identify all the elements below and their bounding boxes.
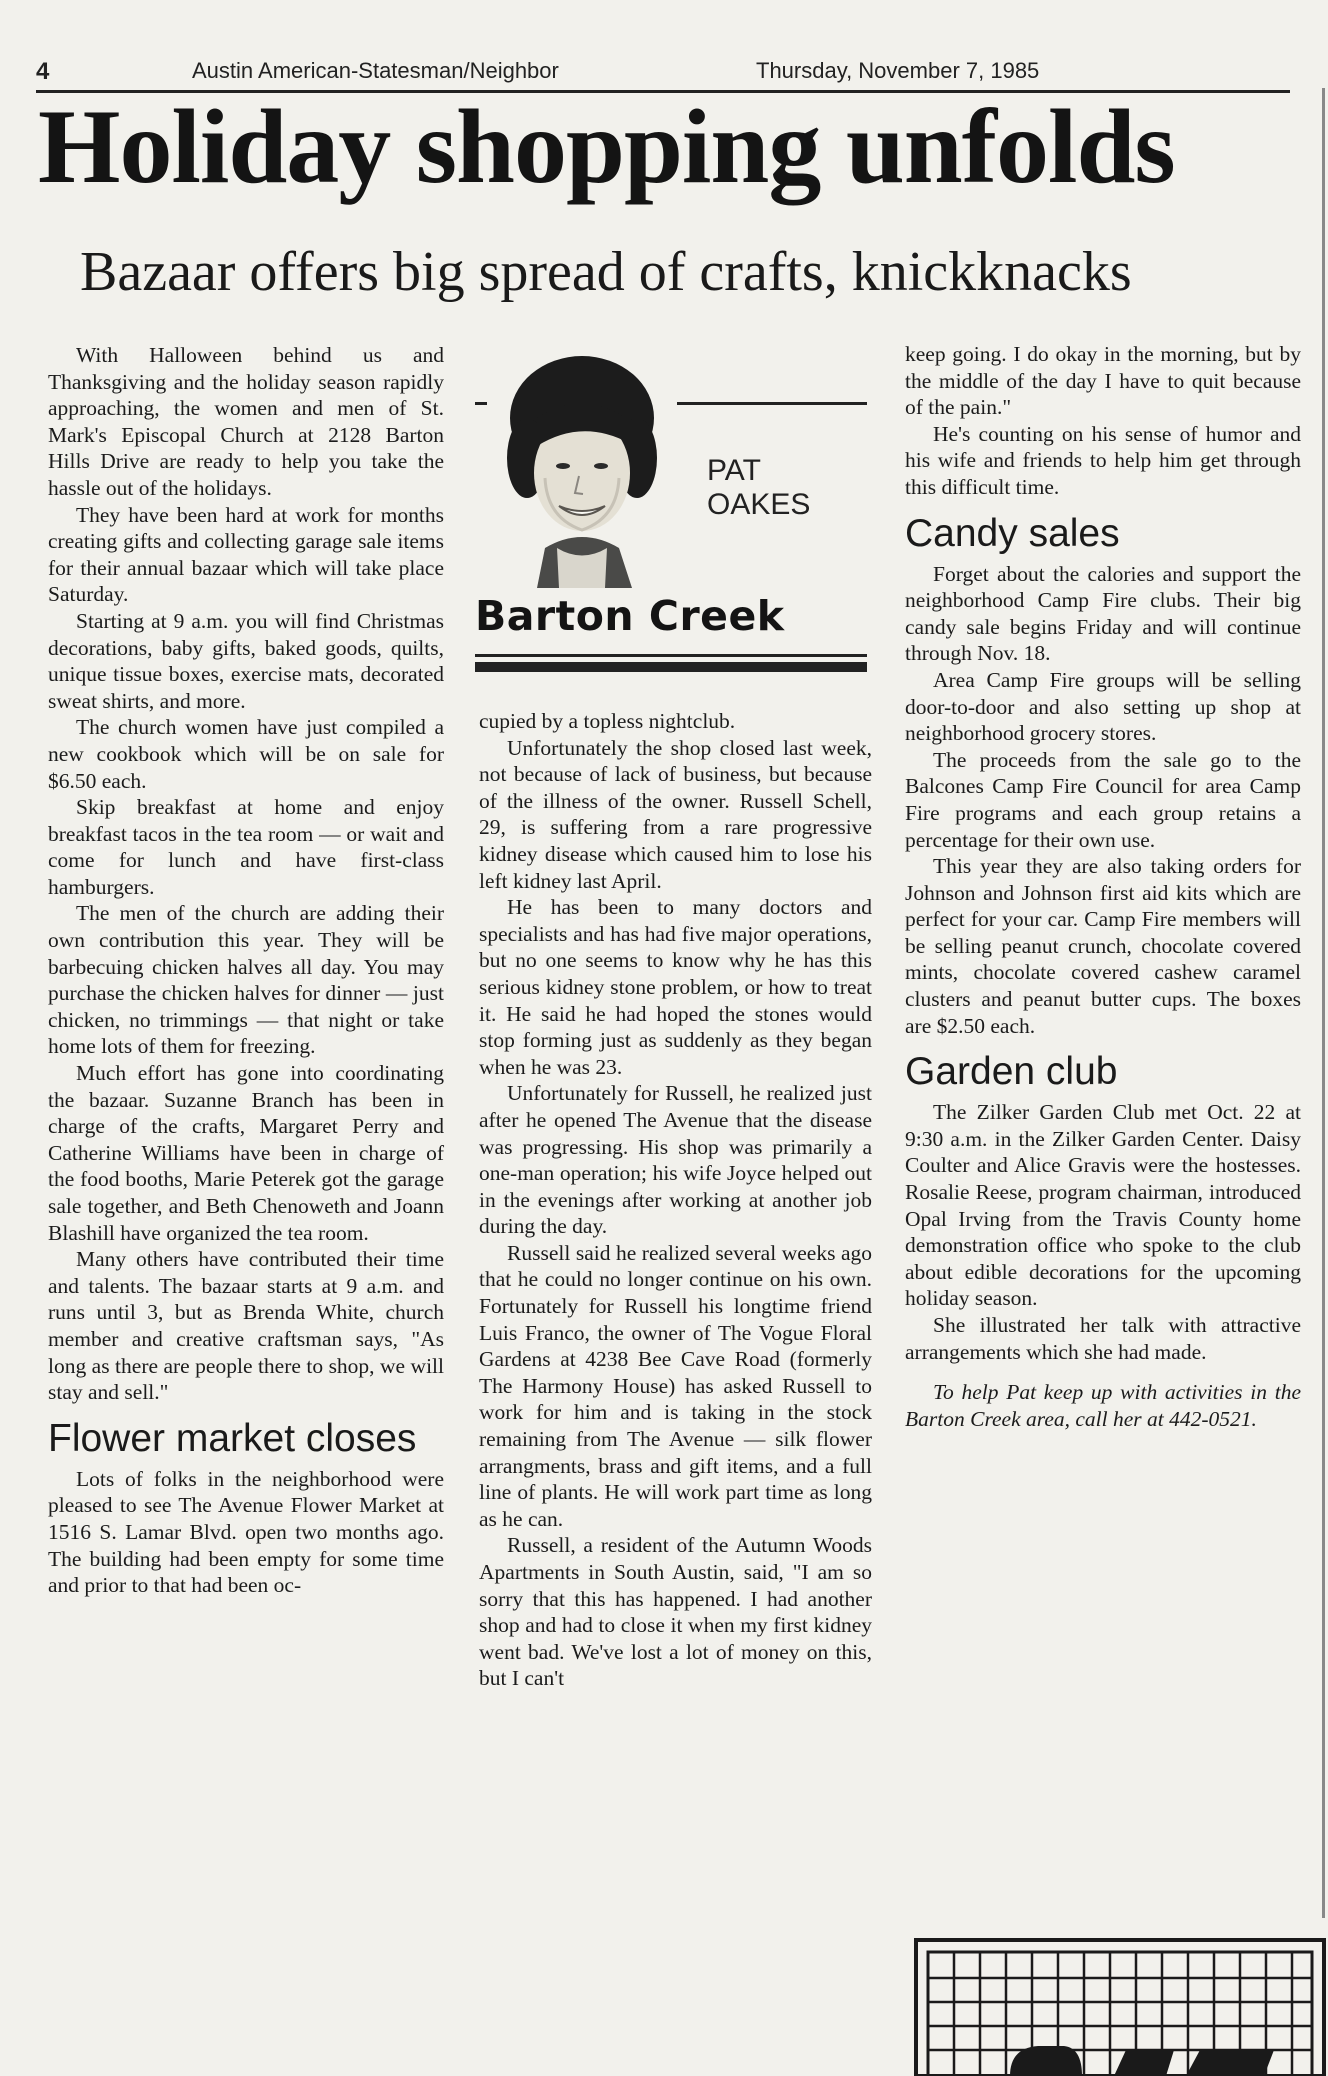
paragraph: Starting at 9 a.m. you will find Christmas decorations, baby gifts, baked goods, quilts, unique tissue boxes, exercise mats, decorated sweat shirts, and more. xyxy=(48,608,444,713)
paragraph: He has been to many doctors and specialists and has had five major operations, but no one seems to know why he has this serious kidney stone problem, or how to treat it. He said he had hoped the stones would stop forming just as suddenly as they began when he was 23. xyxy=(479,895,872,1079)
paragraph: cupied by a topless nightclub. xyxy=(479,709,736,733)
paragraph: This year they are also taking orders for Johnson and Johnson first aid kits which are perfect for your car. Camp Fire members will be selling peanut crunch, chocolate covered mints, chocolate covered cashew caramel clusters and peanut butter cups. The boxes are $2.50 each. xyxy=(905,854,1301,1038)
paragraph: Unfortunately for Russell, he realized just after he opened The Avenue that the disease was progressing. His shop was primarily a one-man operation; his wife Joyce helped out in the evenings after working at another job during the day. xyxy=(479,1081,872,1239)
paragraph: Skip breakfast at home and enjoy breakfast tacos in the tea room — or wait and come for lunch and have first-class hamburgers. xyxy=(48,795,444,899)
paragraph: Lots of folks in the neighborhood were pleased to see The Avenue Flower Market at 1516 S. Lamar Blvd. open two months ago. The building had been empty for some time and prior to that had been oc- xyxy=(48,1466,444,1598)
paragraph: The church women have just compiled a new cookbook which will be on sale for $6.50 each. xyxy=(48,715,444,793)
paragraph: Area Camp Fire groups will be selling door-to-door and also setting up shop at neighborhood grocery stores. xyxy=(905,667,1301,746)
column-section-title: Barton Creek xyxy=(475,592,785,640)
section-heading-candy-sales: Candy sales xyxy=(905,511,1120,555)
paragraph: They have been hard at work for months creating gifts and collecting garage sale items for their annual bazaar which will take place Saturday. xyxy=(48,502,444,607)
paragraph: She illustrated her talk with attractive arrangements which she had made. xyxy=(905,1313,1301,1364)
article-column-3 xyxy=(905,341,1301,1432)
paragraph: With Halloween behind us and Thanksgiving and the holiday season rapidly approaching, the women and men of St. Mark's Episcopal Church at 2128 Barton Hills Drive are ready to help you take the hassle out of the holidays. xyxy=(48,343,444,500)
page-edge-rule xyxy=(1322,88,1325,1918)
section-heading-garden-club: Garden club xyxy=(905,1050,1118,1094)
partial-advertisement xyxy=(914,1938,1326,2076)
columnist-last-name: OAKES xyxy=(707,488,811,521)
publication-name: Austin American-Statesman/Neighbor xyxy=(192,58,559,83)
paragraph: Forget about the calories and support the neighborhood Camp Fire clubs. Their big candy sale begins Friday and will continue through Nov. 18. xyxy=(905,561,1301,666)
subheadline: Bazaar offers big spread of crafts, knickknacks xyxy=(80,241,1132,303)
article-column-1 xyxy=(48,342,444,1599)
page-number: 4 xyxy=(36,58,50,85)
columnist-name xyxy=(707,454,810,522)
paragraph: The proceeds from the sale go to the Balcones Camp Fire Council for area Camp Fire programs and each group retains a percentage for their own use. xyxy=(905,747,1301,852)
paragraph: The Zilker Garden Club met Oct. 22 at 9:30 a.m. in the Zilker Garden Center. Daisy Coulter and Alice Gravis were the hostesses. Rosalie Reese, program chairman, introduced Opal Irving from the Travis County home demonstration office who spoke to the club about edible decorations for the upcoming holiday season. xyxy=(905,1100,1301,1311)
divider xyxy=(475,662,867,672)
paragraph: Much effort has gone into coordinating the bazaar. Suzanne Branch has been in charge of the crafts, Margaret Perry and Catherine Williams have been in charge of the food booths, Marie Peterek got the garage sale together, and Beth Chenoweth and Joann Blashill have organized the tea room. xyxy=(48,1061,444,1245)
columnist-photo xyxy=(487,348,677,588)
headline: Holiday shopping unfolds xyxy=(38,88,1175,205)
article-column-2 xyxy=(479,708,872,1692)
divider xyxy=(475,654,867,657)
paragraph: Many others have contributed their time and talents. The bazaar starts at 9 a.m. and runs until 3, but as Brenda White, church member and creative craftsman says, "As long as there are people there to shop, we will stay and sell." xyxy=(48,1247,444,1405)
masthead xyxy=(36,52,1290,93)
columnist-first-name: PAT xyxy=(707,454,761,487)
contact-note: To help Pat keep up with activities in the Barton Creek area, call her at 442-0521. xyxy=(905,1380,1301,1431)
paragraph: Unfortunately the shop closed last week, not because of lack of business, but because of the illness of the owner. Russell Schell, 29, is suffering from a rare progressive kidney disease which caused him to lose his left kidney last April. xyxy=(479,735,872,893)
paragraph: keep going. I do okay in the morning, but by the middle of the day I have to quit because of the pain." xyxy=(905,342,1301,420)
columnist-header xyxy=(475,342,867,692)
paragraph: The men of the church are adding their own contribution this year. They will be barbecuing chicken halves all day. You may purchase the chicken halves for dinner — just chicken, no trimmings — that night or take home lots of them for freezing. xyxy=(48,901,444,1059)
paragraph: He's counting on his sense of humor and his wife and friends to help him get through this difficult time. xyxy=(905,421,1301,499)
section-heading-flower-market: Flower market closes xyxy=(48,1416,417,1460)
publication-date: Thursday, November 7, 1985 xyxy=(756,58,1040,83)
paragraph: Russell, a resident of the Autumn Woods Apartments in South Austin, said, "I am so sorry that this has happened. I had another shop and had to close it when my first kidney went bad. We've lost a lot of money on this, but I can't xyxy=(479,1533,872,1691)
paragraph: Russell said he realized several weeks ago that he could no longer continue on his own. Fortunately for Russell his longtime friend Luis Franco, the owner of The Vogue Floral Gardens at 4238 Bee Cave Road (formerly The Harmony House) has asked Russell to work for him and is taking in the stock remaining from The Avenue — silk flower arrangments, brass and gift items, and a full line of plants. He will work part time as long as he can. xyxy=(479,1240,872,1531)
